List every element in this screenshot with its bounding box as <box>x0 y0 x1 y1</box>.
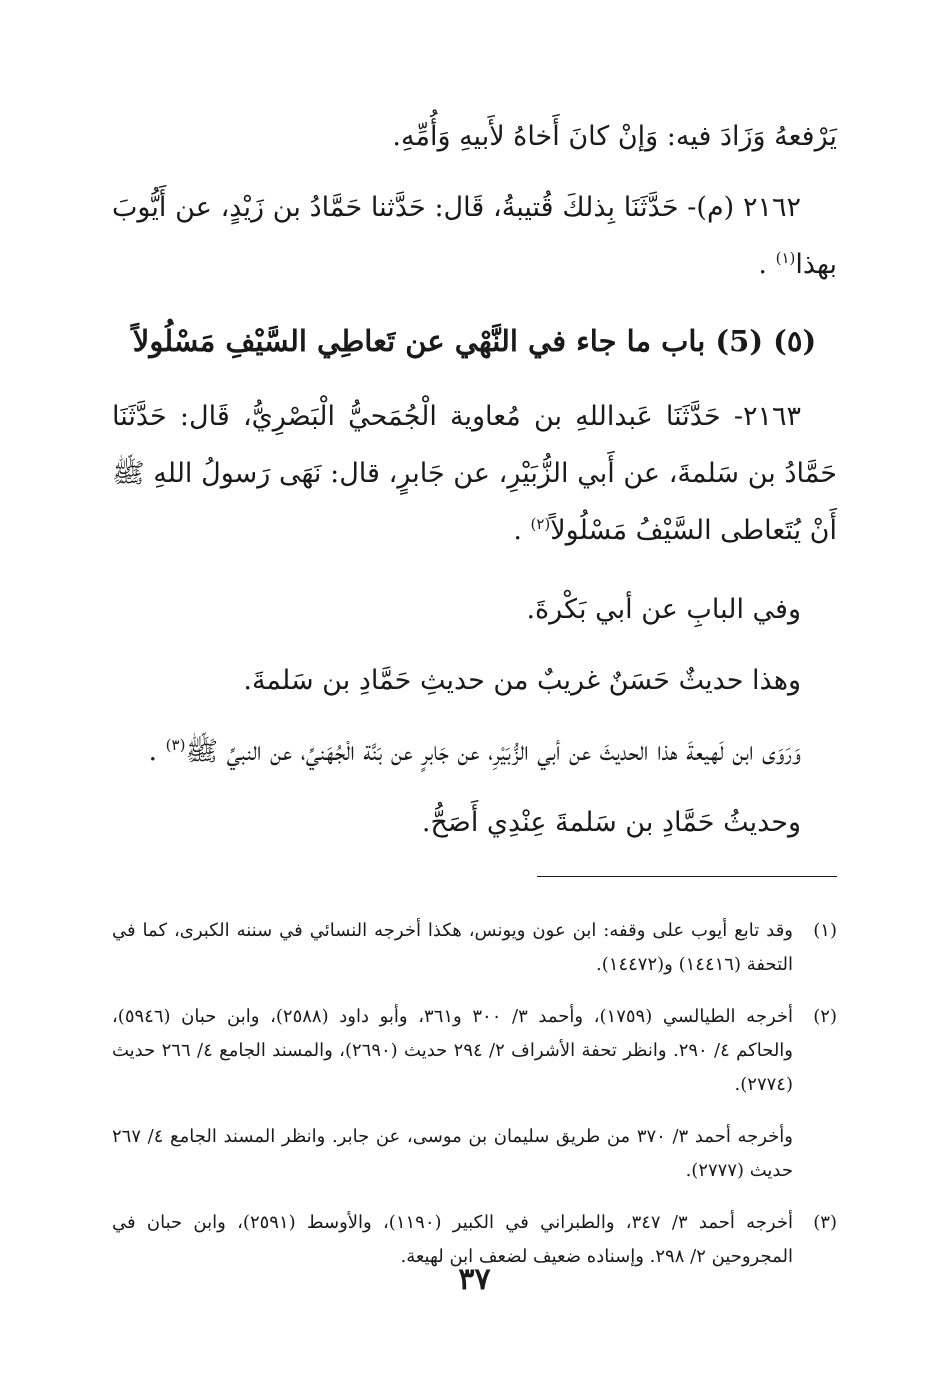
hadith-2163-end: . <box>513 515 531 546</box>
hadith-2162-end: . <box>758 249 776 280</box>
riwaya-text: وَرَوَى ابن لَهيعةَ هذا الحديثَ عن أبي الزُّبَيْرِ، عن جَابرٍ عن بَنَّة الْجُهَنيِّ، عن النبيِّ ﷺ <box>185 736 801 767</box>
footnote-separator <box>537 876 837 877</box>
main-text <box>112 108 837 851</box>
hadith-2162-text: ٢١٦٢ (م)- حَدَّثَنَا بِذلكَ قُتيبةُ، قَال: حَدَّثنا حَمَّادُ بن زَيْدٍ، عن أَيُّوبَ بهذا <box>112 192 837 280</box>
hadith-2163 <box>112 388 837 559</box>
bab-note: وفي البابِ عن أبي بَكْرةَ. <box>526 594 801 625</box>
chapter-heading: (٥) (5) باب ما جاء في النَّهْي عن تَعاطِي السَّيْفِ مَسْلُولاً <box>132 324 817 358</box>
footnote-text: أخرجه أحمد ٣/ ٣٤٧، والطبراني في الكبير (١١٩٠)، والأوسط (٢٥٩١)، وابن حبان في المجروحين ٢/ ٢٩٨. وإسناده ضعيف لضعف ابن لهيعة. <box>112 1212 793 1267</box>
footnote-text-continued: وأخرجه أحمد ٣/ ٣٧٠ من طريق سليمان بن موسى، عن جابر. وانظر المسند الجامع ٤/ ٢٦٧ حديث (٢٧٧٧). <box>112 1126 793 1181</box>
footnote-number: (٣) <box>813 1212 837 1233</box>
footnote-number: (١) <box>813 920 837 941</box>
footnotes <box>112 896 837 1292</box>
hadith-2163-text: ٢١٦٣- حَدَّثَنَا عَبداللهِ بن مُعاوية الْجُمَحيُّ الْبَصْرِيُّ، قَال: حَدَّثَنَا حَمَّادُ بن سَلمةَ، عن أَبي الزُّبَيْرِ، عن جَابرٍ، قال: نَهَى رَسولُ اللهِ ﷺ أَنْ يُتَعاطى السَّيْفُ مَسْلُولاً <box>112 401 837 546</box>
footnote-number: (٢) <box>813 1006 837 1027</box>
footnote-ref-3[interactable]: (٣) <box>165 736 186 754</box>
hadith-2162 <box>112 179 837 293</box>
footnote-1 <box>112 914 837 982</box>
conclusion-statement: وحديثُ حَمَّادِ بن سَلمةَ عِنْدِي أَصَحُّ. <box>421 807 801 838</box>
continuation-line: يَرْفعهُ وَزَادَ فيه: وَإنْ كانَ أَخاهُ لأَبيهِ وَأُمِّهِ. <box>392 121 837 152</box>
footnote-2 <box>112 1000 837 1188</box>
riwaya-end: . <box>148 736 166 767</box>
footnote-ref-1[interactable]: (١) <box>775 249 796 267</box>
page-number: ٣٧ <box>458 1262 491 1297</box>
footnote-text: أخرجه الطيالسي (١٧٥٩)، وأحمد ٣/ ٣٠٠ و٣٦١، وأبو داود (٢٥٨٨)، وابن حبان (٥٩٤٦)، والحاكم ٤/ ٢٩٠. وانظر تحفة الأشراف ٢/ ٢٩٤ حديث (٢٦٩٠)، والمسند الجامع ٤/ ٢٦٦ حديث (٢٧٧٤). <box>112 1006 794 1095</box>
footnote-ref-2[interactable]: (٢) <box>530 515 551 533</box>
grading-statement: وهذا حديثٌ حَسَنٌ غريبٌ من حديثِ حَمَّادِ بن سَلمةَ. <box>243 665 801 696</box>
footnote-text: وقد تابع أيوب على وقفه: ابن عون ويونس، هكذا أخرجه النسائي في سننه الكبرى، كما في التحفة (١٤٤١٦) و(١٤٤٧٢). <box>112 920 793 975</box>
riwaya-statement <box>112 723 837 780</box>
